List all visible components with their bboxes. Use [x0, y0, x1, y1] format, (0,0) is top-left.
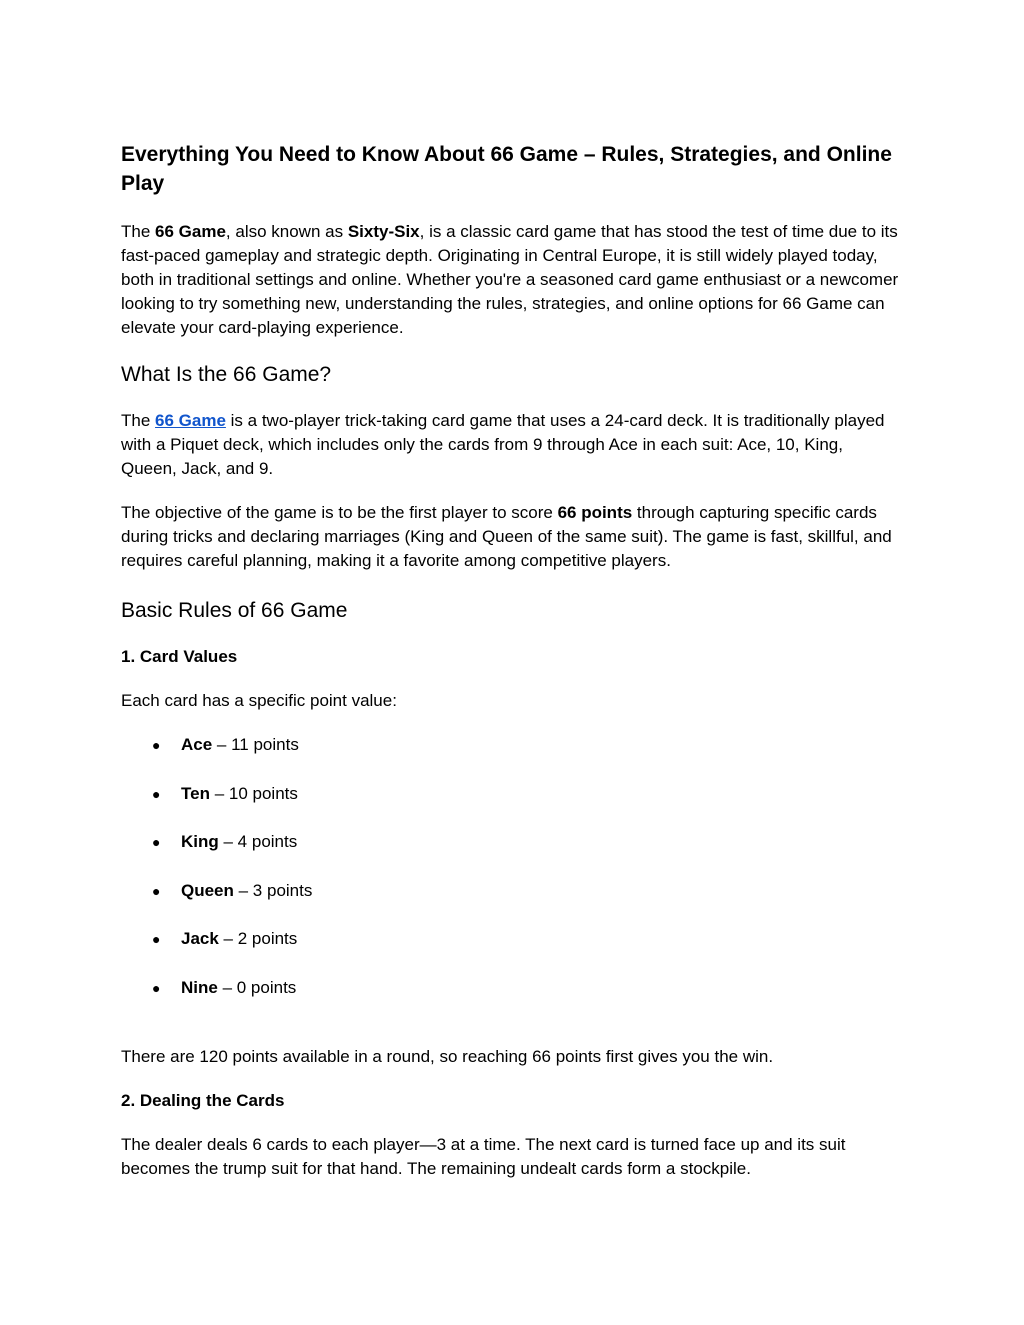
card-points: – 3 points: [233, 880, 313, 900]
card-points: – 11 points: [212, 735, 299, 754]
intro-bold-66-game: 66 Game: [155, 222, 226, 241]
intro-bold-sixty-six: Sixty-Six: [347, 222, 420, 241]
card-values-list: [121, 733, 901, 1000]
card-points: – 0 points: [217, 977, 297, 997]
list-item: [121, 830, 901, 854]
list-spacer: [121, 1025, 901, 1045]
card-values-heading: 1. Card Values: [121, 647, 238, 666]
what-is-paragraph-2: [121, 501, 901, 573]
what-p2-bold-66-points: 66 points: [557, 503, 633, 522]
card-name: Nine: [181, 977, 218, 997]
what-p2-text-1: The objective of the game is to be the first player to score: [121, 503, 558, 522]
66-game-link[interactable]: 66 Game: [155, 411, 226, 430]
list-item: [121, 976, 901, 1000]
intro-paragraph: [121, 220, 901, 340]
bullet-icon: ●: [152, 931, 161, 948]
card-name: Jack: [181, 929, 219, 949]
bullet-icon: ●: [152, 979, 161, 996]
card-points: – 4 points: [218, 832, 298, 852]
dealing-paragraph: The dealer deals 6 cards to each player—3 at a time. The next card is turned face up and its suit becomes the trump suit for that hand. The remaining undealt cards form a stockpile.: [121, 1134, 846, 1178]
bullet-icon: ●: [152, 785, 161, 802]
card-name: Queen: [181, 880, 234, 900]
card-name: King: [181, 832, 219, 852]
card-name: Ten: [181, 783, 210, 803]
bullet-icon: ●: [152, 737, 161, 753]
intro-text-1: The: [121, 222, 156, 241]
what-is-paragraph-1: [121, 409, 901, 481]
card-points: – 2 points: [218, 929, 298, 949]
what-p2-text-2: through capturing specific cards during tricks and declaring marriages (King and Queen of the same suit). The game is fast, skillful, and requires careful planning, making it a favorite among competitive players.: [121, 503, 892, 570]
what-is-heading: What Is the 66 Game?: [121, 363, 332, 386]
card-name: Ace: [181, 735, 213, 754]
document-page: [121, 140, 901, 1201]
card-points: – 10 points: [209, 783, 298, 803]
bullet-icon: ●: [152, 834, 161, 851]
what-p1-text-2: is a two-player trick-taking card game that uses a 24-card deck. It is traditionally played with a Piquet deck, which includes only the cards from 9 through Ace in each suit: Ace, 10, King, Queen, Jack, and 9.: [121, 411, 885, 478]
what-p1-text-1: The: [121, 411, 156, 430]
basic-rules-heading: Basic Rules of 66 Game: [121, 599, 348, 622]
list-item: [121, 782, 901, 806]
list-item: [121, 927, 901, 951]
bullet-icon: ●: [152, 882, 161, 899]
list-item: [121, 733, 901, 757]
intro-text-3: , is a classic card game that has stood the test of time due to its fast-paced gameplay and strategic depth. Originating in Central Europe, it is still widely played today, both in traditional settings and online. Whether you're a seasoned card game enthusiast or a newcomer looking to try something new, understanding the rules, strategies, and online options for 66 Game can elevate your card-playing experience.: [121, 222, 899, 337]
intro-text-2: , also known as: [225, 222, 348, 241]
card-values-summary: There are 120 points available in a round, so reaching 66 points first gives you the win.: [121, 1046, 774, 1066]
page-title: Everything You Need to Know About 66 Game – Rules, Strategies, and Online Play: [121, 143, 892, 195]
list-item: [121, 879, 901, 903]
card-values-intro: Each card has a specific point value:: [121, 691, 397, 710]
dealing-heading: 2. Dealing the Cards: [121, 1090, 285, 1110]
